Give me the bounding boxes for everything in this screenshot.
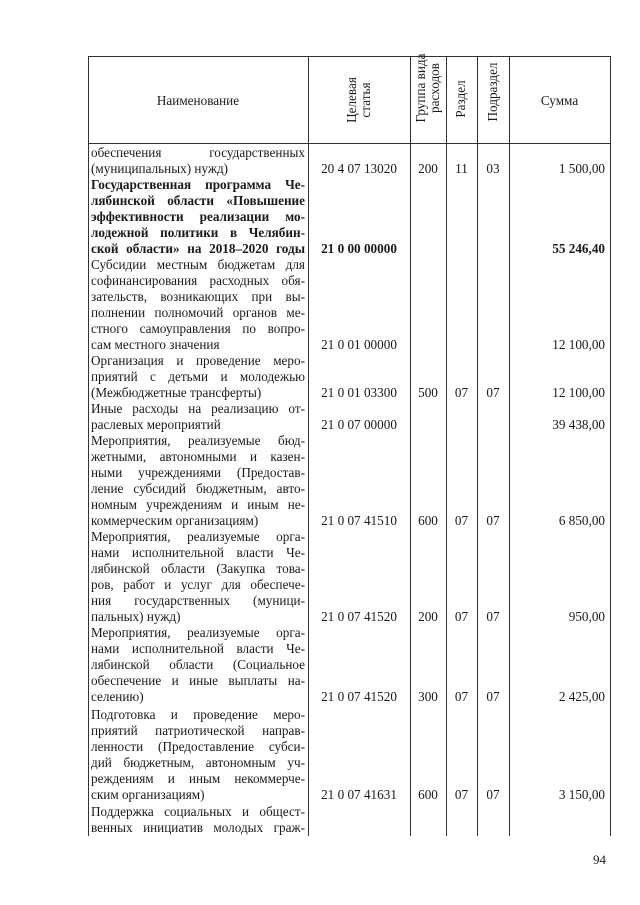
row-code: 21 0 07 41520 — [321, 689, 397, 704]
row-name-line: раслевых мероприятий — [91, 417, 221, 432]
header-section: Раздел — [453, 80, 468, 118]
header-name: Наименование — [156, 93, 240, 108]
row-section: 07 — [454, 513, 469, 528]
header-target-article-line: статья — [358, 82, 373, 118]
row-name-line: Государственная программа Че- — [91, 177, 305, 192]
row-name-line: полнении полномочий органов ме- — [91, 305, 305, 320]
row-subsection: 07 — [486, 609, 500, 624]
row-name-line: стного самоуправления по вопро- — [91, 321, 305, 336]
row-name-line: ским организациям) — [91, 787, 205, 802]
row-name-line: Организация и проведение меро- — [91, 353, 305, 368]
row-name-line: обеспечение и иные выплаты на- — [91, 673, 305, 688]
row-subsection: 07 — [486, 385, 500, 400]
row-name-line: Мероприятия, реализуемые бюд- — [91, 433, 305, 448]
row-name-line: Поддержка социальных и общест- — [91, 804, 305, 819]
row-name-line: сам местного значения — [91, 337, 220, 352]
row-name-line: лябинской области «Повышение — [91, 193, 305, 208]
row-name-line: зательств, возникающих при вы- — [91, 289, 305, 304]
row-name-line: коммерческим организациям) — [91, 513, 259, 528]
row-name-line: нами исполнительной власти Че- — [91, 545, 305, 560]
header-subsection: Подраздел — [485, 62, 500, 122]
table-left-border — [88, 56, 89, 836]
header-expense-group-line: расходов — [427, 63, 442, 113]
row-name-line: ния государственных (муници- — [91, 593, 305, 608]
row-name-line: селению) — [91, 689, 144, 704]
row-sum: 1 500,00 — [558, 161, 605, 176]
row-sum: 39 438,00 — [552, 417, 605, 432]
table-right-border — [610, 56, 611, 836]
row-section: 11 — [455, 161, 468, 176]
row-name-line: номным учреждениям и иным не- — [91, 497, 305, 512]
row-name-line: лябинской области (Закупка това- — [91, 561, 305, 576]
row-name-line: ров, работ и услуг для обеспече- — [91, 577, 305, 592]
row-sum: 950,00 — [568, 609, 605, 624]
row-code: 21 0 01 00000 — [321, 337, 397, 352]
row-section: 07 — [454, 385, 469, 400]
row-group: 300 — [418, 689, 438, 704]
row-name-line: лодежной политики в Челябин- — [91, 225, 305, 240]
row-name-line: лябинской области (Социальное — [91, 657, 305, 672]
row-name-line: обеспечения государственных — [91, 145, 305, 160]
page-number: 94 — [593, 852, 606, 867]
row-name-line: Субсидии местным бюджетам для — [91, 257, 305, 272]
row-code: 21 0 07 41520 — [321, 609, 397, 624]
row-name-line: Подготовка и проведение меро- — [91, 707, 305, 722]
row-sum: 12 100,00 — [552, 385, 605, 400]
row-code: 21 0 00 00000 — [321, 241, 397, 256]
row-code: 21 0 07 41631 — [321, 787, 397, 802]
row-name-line: нами исполнительной власти Че- — [91, 641, 305, 656]
row-name-line: ленности (Предоставление субси- — [91, 739, 305, 754]
row-name-line: приятий патриотической направ- — [91, 723, 305, 738]
row-subsection: 07 — [486, 787, 500, 802]
row-code: 21 0 07 41510 — [321, 513, 397, 528]
header-expense-group — [414, 54, 442, 123]
row-code: 21 0 01 03300 — [321, 385, 397, 400]
row-name-line: ской области» на 2018–2020 годы — [91, 241, 305, 256]
table-top-border — [88, 56, 611, 57]
row-sum: 12 100,00 — [552, 337, 605, 352]
row-code: 20 4 07 13020 — [321, 161, 397, 176]
header-target-article-line: Целевая — [344, 77, 359, 123]
row-name-line: приятий с детьми и молодежью — [91, 369, 305, 384]
row-section: 07 — [454, 689, 469, 704]
row-section: 07 — [454, 787, 469, 802]
row-name-line: венных инициатив молодых граж- — [91, 820, 305, 835]
row-name-line: (Межбюджетные трансферты) — [91, 385, 262, 400]
table-header-border — [88, 143, 611, 144]
row-name-line: реждениям и иным некоммерче- — [91, 771, 305, 786]
row-name-line: ными учреждениями (Предостав- — [91, 465, 305, 480]
row-subsection: 07 — [486, 513, 500, 528]
row-group: 500 — [418, 385, 438, 400]
row-name-line: дий бюджетным, автономным уч- — [91, 755, 305, 770]
row-name-line: жетными, автономными и казен- — [91, 449, 305, 464]
row-group: 200 — [418, 609, 438, 624]
header-sum: Сумма — [540, 93, 579, 108]
row-name-line: пальных) нужд) — [91, 609, 181, 624]
row-group: 600 — [418, 513, 438, 528]
row-group: 600 — [418, 787, 438, 802]
row-name-line: ление субсидий бюджетным, авто- — [91, 481, 305, 496]
row-sum: 6 850,00 — [558, 513, 605, 528]
row-code: 21 0 07 00000 — [321, 417, 397, 432]
row-sum: 3 150,00 — [558, 787, 605, 802]
row-name-line: Мероприятия, реализуемые орга- — [91, 625, 305, 640]
row-group: 200 — [418, 161, 438, 176]
row-subsection: 07 — [486, 689, 500, 704]
row-name-line: Мероприятия, реализуемые орга- — [91, 529, 305, 544]
row-sum: 2 425,00 — [558, 689, 605, 704]
header-expense-group-line: Группа вида — [413, 53, 428, 123]
row-name-line: софинансирования расходных обя- — [91, 273, 305, 288]
row-name-line: (муниципальных) нужд) — [91, 161, 229, 176]
row-sum: 55 246,40 — [552, 241, 605, 256]
header-target-article — [345, 77, 373, 123]
row-section: 07 — [454, 609, 469, 624]
row-name-line: Иные расходы на реализацию от- — [91, 401, 305, 416]
row-name-line: эффективности реализации мо- — [91, 209, 305, 224]
row-subsection: 03 — [486, 161, 500, 176]
